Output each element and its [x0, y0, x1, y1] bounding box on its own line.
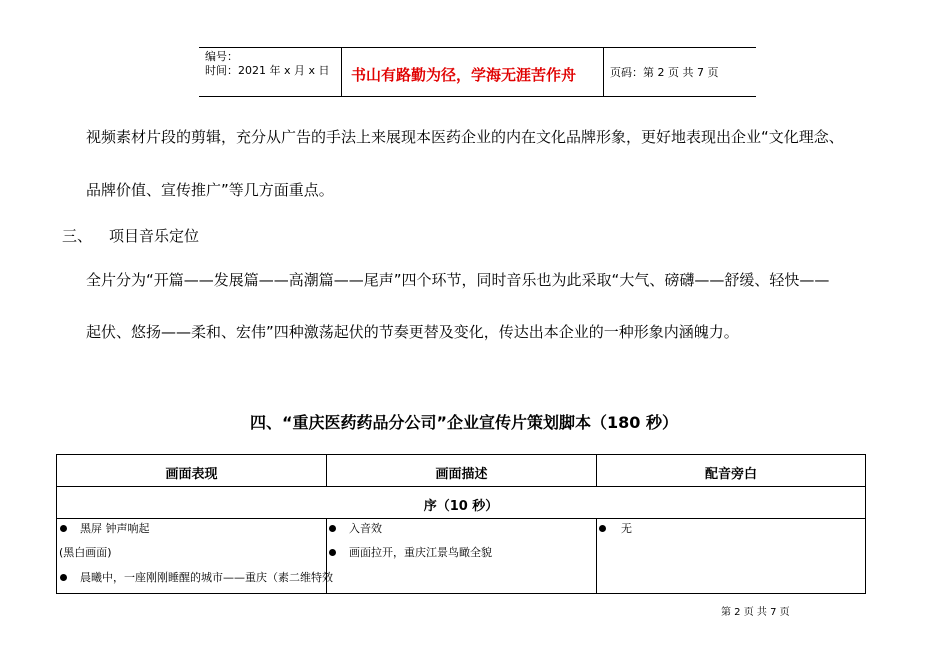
header-motto: 书山有路勤为径，学海无涯苦作舟 [351, 66, 577, 84]
table-col-divider-2-body [596, 518, 597, 593]
table-header-visual: 画面表现 [165, 467, 218, 482]
table-rule-subheader [57, 518, 865, 519]
cell-visual-item-2: 晨曦中，一座刚刚睡醒的城市——重庆（素二维特效 [80, 571, 333, 584]
bullet-icon [599, 525, 606, 532]
cell-description-item-1: 入音效 [349, 522, 382, 535]
header-page-code: 页码：第 2 页 共 7 页 [610, 66, 719, 79]
script-table [56, 454, 866, 594]
paragraph-2-line-2: 起伏、悠扬——柔和、宏伟”四种激荡起伏的节奏更替及变化，传达出本企业的一种形象内涵魄力。 [86, 323, 739, 341]
header-number-label: 编号： [205, 50, 238, 63]
cell-description-item-2: 画面拉开，重庆江景鸟瞰全貌 [349, 546, 492, 559]
bullet-icon [60, 574, 67, 581]
header-divider-right [603, 47, 604, 97]
header-time-label: 时间：2021 年 x 月 x 日 [205, 64, 330, 77]
header-divider-left [341, 47, 342, 97]
bullet-icon [329, 549, 336, 556]
cell-visual-note: (黑白画面) [59, 546, 112, 559]
paragraph-1-line-2: 品牌价值、宣传推广”等几方面重点。 [86, 181, 334, 199]
paragraph-2-line-1: 全片分为“开篇——发展篇——高潮篇——尾声”四个环节，同时音乐也为此采取“大气、磅礴——舒缓、轻快—— [86, 271, 830, 289]
table-header-voiceover: 配音旁白 [704, 467, 757, 482]
cell-visual-item-1: 黑屏 钟声响起 [80, 522, 150, 535]
page-footer: 第 2 页 共 7 页 [721, 607, 790, 618]
cell-voiceover-item-1: 无 [621, 522, 632, 535]
bullet-icon [329, 525, 336, 532]
paragraph-1-line-1: 视频素材片段的剪辑，充分从广告的手法上来展现本医药企业的内在文化品牌形象，更好地表现出企业“文化理念、 [86, 128, 844, 146]
section-3-title: 项目音乐定位 [109, 227, 200, 245]
bullet-icon [60, 525, 67, 532]
header-bottom-rule [199, 96, 756, 97]
table-subheader-prologue: 序（10 秒） [423, 499, 499, 514]
header-top-rule [199, 47, 756, 48]
table-header-description: 画面描述 [435, 467, 488, 482]
table-rule-header [57, 486, 865, 487]
section-4-title: 四、“重庆医药药品分公司”企业宣传片策划脚本（180 秒） [250, 413, 679, 432]
section-3-number: 三、 [62, 227, 93, 245]
